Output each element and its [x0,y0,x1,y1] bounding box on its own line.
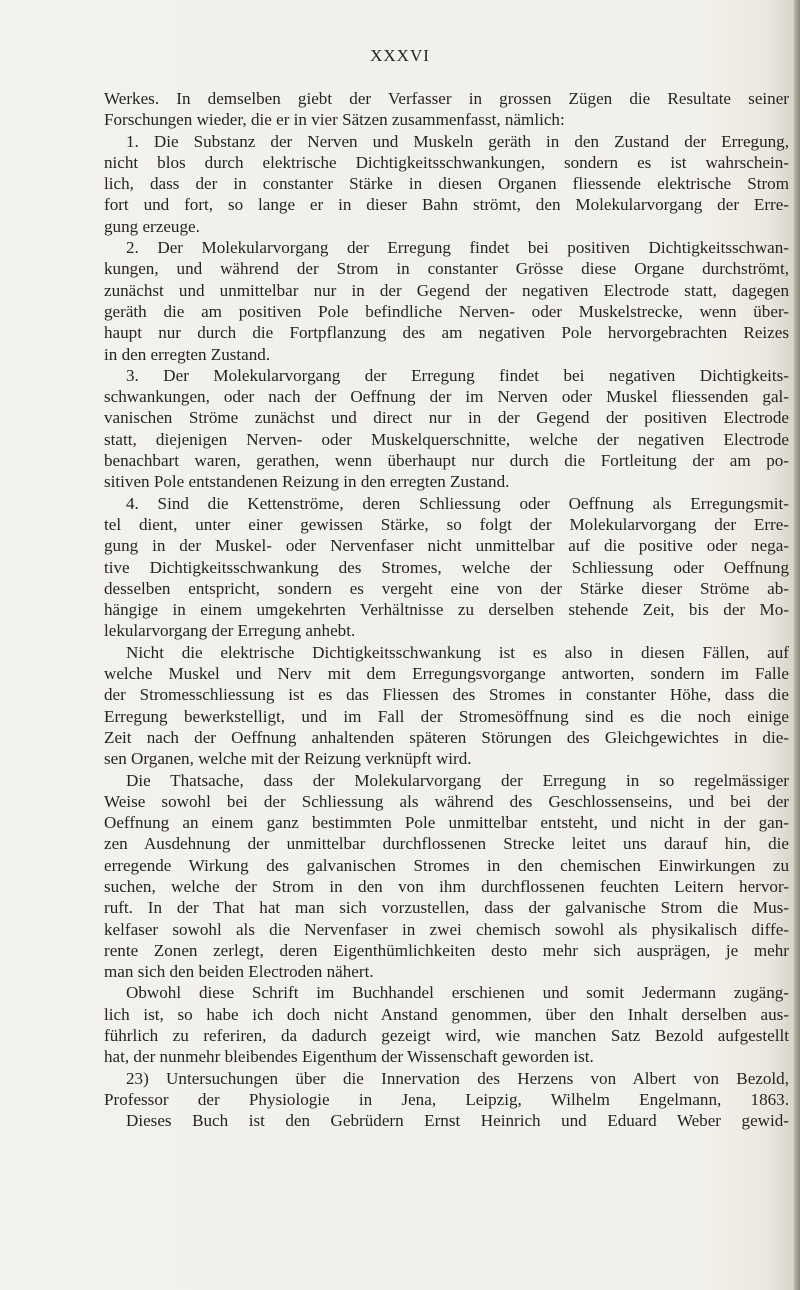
text-line: nicht blos durch elektrische Dichtigkeitsschwankungen, sondern es ist wahrschein- [104,152,789,172]
text-line: haupt nur durch die Fortpflanzung des am negativen Pole hervorgebrachten Reizes [104,323,789,343]
page-edge [794,0,800,1290]
text-line: zunächst und unmittelbar nur in der Gegend der negativen Electrode statt, dagegen [104,280,789,300]
text-line: sen Organen, welche mit der Reizung verknüpft wird. [104,749,472,769]
text-line: erregende Wirkung des galvanischen Stromes in den chemischen Einwirkungen zu [104,855,789,875]
text-line: suchen, welche der Strom in den von ihm durchflossenen feuchten Leitern hervor- [104,876,789,896]
text-line: sitiven Pole entstandenen Reizung in den erregten Zustand. [104,472,510,492]
text-line: führlich zu referiren, da dadurch gezeigt wird, wie manchen Satz Bezold aufgestellt [104,1026,789,1046]
text-line: 3. Der Molekularvorgang der Erregung findet bei negativen Dichtigkeits- [126,365,789,385]
text-line: gung erzeuge. [104,216,200,236]
text-line: Werkes. In demselben giebt der Verfasser in grossen Zügen die Resultate seiner [104,89,789,108]
text-line: Dieses Buch ist den Gebrüdern Ernst Heinrich und Eduard Weber gewid- [126,1111,789,1131]
text-line: 2. Der Molekularvorgang der Erregung findet bei positiven Dichtigkeitsschwan- [126,238,789,258]
text-line: gung in der Muskel- oder Nervenfaser nicht unmittelbar auf die positive oder nega- [104,536,789,556]
body-text [104,88,789,1132]
text-line: hat, der nunmehr bleibendes Eigenthum der Wissenschaft geworden ist. [104,1047,594,1067]
text-line: Weise sowohl bei der Schliessung als während des Geschlossenseins, und bei der [104,791,789,811]
text-line: ruft. In der That hat man sich vorzustellen, dass der galvanische Strom die Mus- [104,898,789,918]
text-line: rente Zonen zerlegt, deren Eigenthümlichkeiten desto mehr sich ausprägen, je mehr [104,940,789,960]
text-line: tel dient, unter einer gewissen Stärke, so folgt der Molekularvorgang der Erre- [104,514,789,534]
text-line: Forschungen wieder, die er in vier Sätzen zusammenfasst, nämlich: [104,110,565,130]
text-line: schwankungen, oder nach der Oeffnung der im Nerven oder Muskel fliessenden gal- [104,387,789,407]
text-line: der Stromesschliessung ist es das Fliessen des Stromes in constanter Höhe, dass die [104,685,789,705]
text-line: geräth die am positiven Pole befindliche Nerven- oder Muskelstrecke, wenn über- [104,301,789,321]
text-line: Obwohl diese Schrift im Buchhandel erschienen und somit Jedermann zugäng- [126,983,789,1003]
text-line: Erregung bewerkstelligt, und im Fall der Stromesöffnung sind es die noch einige [104,706,789,726]
text-line: welche Muskel und Nerv mit dem Erregungsvorgange antworten, sondern im Falle [104,664,789,684]
text-line: vanischen Ströme zunächst und direct nur in der Gegend der positiven Electrode [104,408,789,428]
text-line: statt, diejenigen Nerven- oder Muskelquerschnitte, welche der negativen Electrode [104,429,789,449]
text-line: Nicht die elektrische Dichtigkeitsschwankung ist es also in diesen Fällen, auf [126,642,789,662]
text-line: zen Ausdehnung der unmittelbar durchflossenen Strecke leitet uns darauf hin, die [104,834,789,854]
text-line: lich, dass der in constanter Stärke in diesen Organen fliessende elektrische Strom [104,174,789,194]
text-line: 23) Untersuchungen über die Innervation des Herzens von Albert von Bezold, [126,1068,789,1088]
text-line: lich ist, so habe ich doch nicht Anstand genommen, über den Inhalt derselben aus- [104,1004,789,1024]
text-line: 1. Die Substanz der Nerven und Muskeln geräth in den Zustand der Erregung, [126,131,789,151]
text-line: benachbart waren, gerathen, wenn überhaupt nur durch die Fortleitung der am po- [104,451,789,471]
text-line: lekularvorgang der Erregung anhebt. [104,621,356,641]
page-number-header: XXXVI [370,46,430,65]
text-line: kungen, und während der Strom in constanter Grösse diese Organe durchströmt, [104,259,789,279]
text-line: hängige in einem umgekehrten Verhältnisse zu derselben stehende Zeit, bis der Mo- [104,600,789,620]
text-line: Zeit nach der Oeffnung anhaltenden späteren Störungen des Gleichgewichtes in die- [104,727,789,747]
text-line: in den erregten Zustand. [104,344,271,364]
text-line: tive Dichtigkeitsschwankung des Stromes, welche der Schliessung oder Oeffnung [104,557,789,577]
text-line: Professor der Physiologie in Jena, Leipzig, Wilhelm Engelmann, 1863. [104,1089,789,1109]
text-line: fort und fort, so lange er in dieser Bahn strömt, den Molekularvorgang der Erre- [104,195,789,215]
text-line: desselben entspricht, sondern es vergeht eine von der Stärke dieser Ströme ab- [104,578,789,598]
text-line: man sich den beiden Electroden nähert. [104,962,374,982]
text-line: 4. Sind die Kettenströme, deren Schliessung oder Oeffnung als Erregungsmit- [126,493,789,513]
text-line: Die Thatsache, dass der Molekularvorgang der Erregung in so regelmässiger [126,770,789,790]
text-line: kelfaser sowohl als die Nervenfaser in zwei chemisch sowohl als physikalisch diffe- [104,919,789,939]
text-line: Oeffnung an einem ganz bestimmten Pole unmittelbar entsteht, und nicht in der gan- [104,813,789,833]
